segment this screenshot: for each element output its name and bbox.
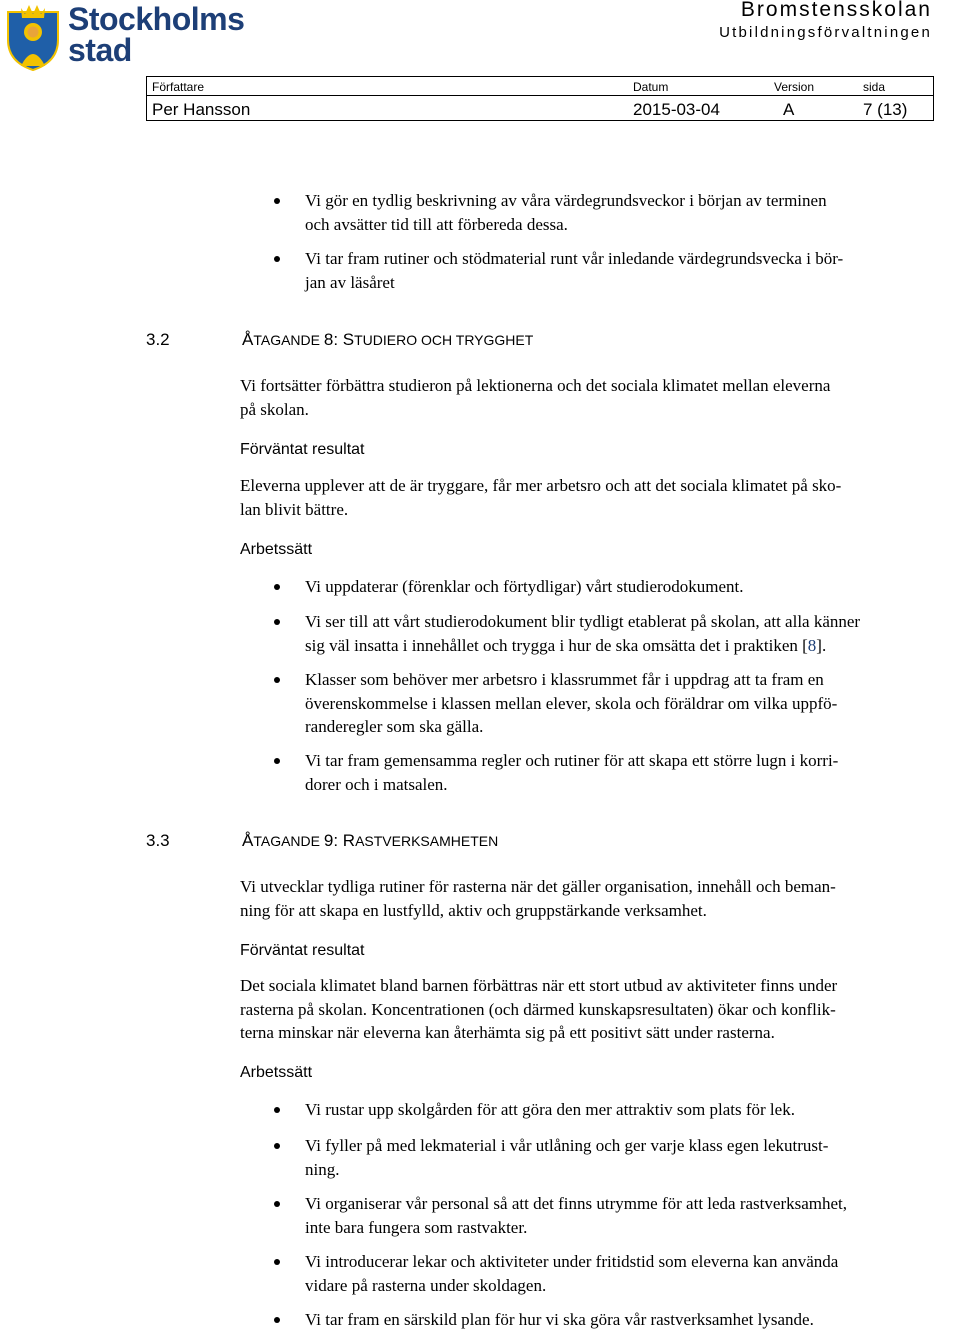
bullet-dot: [274, 198, 280, 204]
city-logotype: [68, 1, 245, 68]
bullet-dot: [274, 256, 280, 262]
administration-name: Utbildningsförvaltningen: [719, 24, 932, 41]
stockholm-crest-logo: [4, 2, 62, 72]
section-title: ÅTAGANDE 8: STUDIERO OCH TRYGGHET: [242, 330, 534, 349]
section-number: 3.3: [146, 831, 170, 850]
page-label: sida: [863, 80, 886, 94]
version-label: Version: [774, 80, 815, 94]
list-item: Vi ser till att vårt studierodokument blir tydligt etablerat på skolan, att alla känner sig väl insatta i innehållet och trygga i hur de ska omsätta det i praktiken [8].: [305, 610, 960, 657]
section-title: ÅTAGANDE 9: RASTVERKSAMHETEN: [242, 831, 499, 850]
document-meta-table: [146, 76, 934, 121]
bullet-dot: [274, 1107, 280, 1113]
logo-text-line2: stad: [68, 32, 132, 68]
version-value: A: [783, 100, 795, 119]
list-item: Vi rustar upp skolgården för att göra den mer attraktiv som plats för lek.: [305, 1098, 955, 1122]
subheading-expected-result: Förväntat resultat: [240, 441, 365, 458]
section-heading: [146, 330, 846, 352]
school-name: Bromstensskolan: [740, 0, 932, 21]
paragraph: Vi fortsätter förbättra studieron på lektionerna och det sociala klimatet mellan eleverna på skolan.: [240, 376, 831, 419]
bullet-dot: [274, 584, 280, 590]
bullet-dot: [274, 758, 280, 764]
list-item: Vi organiserar vår personal så att det finns utrymme för att leda rastverksamhet, inte bara fungera som rastvakter.: [305, 1192, 955, 1239]
subheading-method: Arbetssätt: [240, 1064, 313, 1081]
date-value: 2015-03-04: [633, 100, 720, 119]
bullet-text: jan av läsåret: [305, 272, 395, 292]
bullet-dot: [274, 1259, 280, 1265]
bullet-dot: [274, 1143, 280, 1149]
list-item: Klasser som behöver mer arbetsro i klassrummet får i uppdrag att ta fram en överenskommelse i klassen mellan elever, skola och föräldrar om vilka uppfö- randeregler som ska gälla.: [305, 668, 955, 739]
list-item: [305, 189, 945, 236]
paragraph: Det sociala klimatet bland barnen förbättras när ett stort utbud av aktiviteter finns under rasterna på skolan. Koncentrationen (och därmed kunskapsresultaten) ökar och konflik- terna minskar när eleverna kan återhämta sig på ett positivt sätt under rasterna.: [240, 976, 838, 1042]
subheading-method: Arbetssätt: [240, 541, 313, 558]
date-label: Datum: [633, 80, 669, 94]
logo-text-line1: Stockholms: [68, 1, 245, 37]
bullet-dot: [274, 619, 280, 625]
bullet-text: Vi tar fram rutiner och stödmaterial runt vår inledande värdegrundsvecka i bör-: [305, 249, 844, 268]
subheading-expected-result: Förväntat resultat: [240, 942, 365, 959]
list-item: Vi introducerar lekar och aktiviteter under fritidstid som eleverna kan använda vidare på rasterna under skoldagen.: [305, 1250, 955, 1297]
list-item: [305, 247, 945, 294]
author-value: Per Hansson: [152, 100, 251, 119]
bullet-dot: [274, 1201, 280, 1207]
reference-link[interactable]: 8: [807, 635, 817, 655]
bullet-text: Vi gör en tydlig beskrivning av våra värdegrundsveckor i början av terminen: [305, 191, 827, 210]
section-heading: [146, 831, 846, 853]
meta-divider: [147, 95, 933, 96]
page-value: 7 (13): [863, 100, 908, 119]
paragraph: Eleverna upplever att de är tryggare, får mer arbetsro och att det sociala klimatet på sko- lan blivit bättre.: [240, 476, 842, 519]
section-number: 3.2: [146, 330, 170, 349]
list-item: Vi tar fram en särskild plan för hur vi ska göra vår rastverksamhet lysande.: [305, 1308, 955, 1332]
list-item: Vi fyller på med lekmaterial i vår utlåning och ger varje klass egen lekutrust- ning.: [305, 1134, 955, 1181]
list-item: Vi tar fram gemensamma regler och rutiner för att skapa ett större lugn i korri- dorer och i matsalen.: [305, 749, 955, 796]
list-item: Vi uppdaterar (förenklar och förtydligar) vårt studierodokument.: [305, 575, 955, 599]
bullet-dot: [274, 677, 280, 683]
bullet-text: och avsätter tid till att förbereda dessa.: [305, 214, 568, 234]
paragraph: Vi utvecklar tydliga rutiner för rasterna när det gäller organisation, innehåll och beman- ning för att skapa en lustfylld, aktiv och gruppstärkande verksamhet.: [240, 877, 836, 920]
bullet-dot: [274, 1317, 280, 1323]
author-label: Författare: [152, 80, 205, 94]
